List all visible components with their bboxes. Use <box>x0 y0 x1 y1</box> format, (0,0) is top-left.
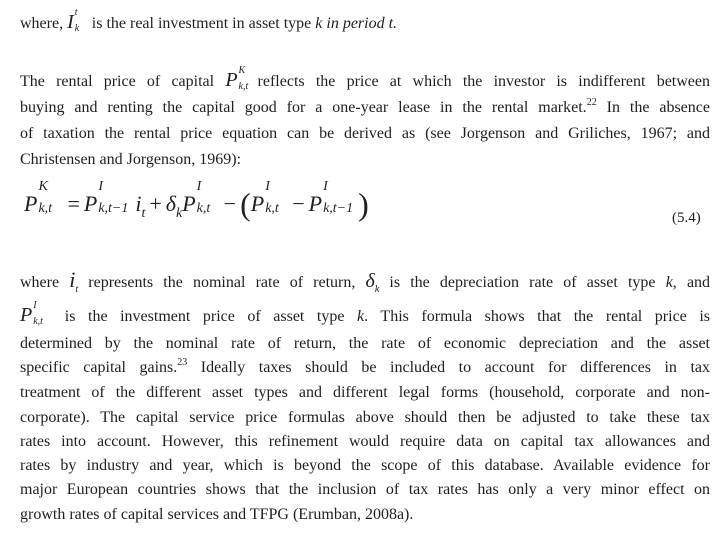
eq-term3-sup: I <box>265 179 270 194</box>
rental-price-sub: k,t <box>238 81 249 92</box>
eq-minus: − <box>223 191 237 216</box>
para3-line10: growth rates of capital services and TFPG (Erumban, 2008a). <box>20 506 414 523</box>
eq-lhs: P <box>24 191 38 216</box>
eq-term2: P <box>182 191 196 216</box>
eq-term1: P <box>83 191 98 216</box>
eq-term4-sup: I <box>323 179 328 194</box>
para1-start: where, <box>20 15 64 32</box>
eq-term3-sub: k,t <box>265 201 279 216</box>
eq-equals: = <box>67 191 80 216</box>
para2-line1-b: reflects the price at which the investor is indifferent between <box>257 73 710 90</box>
eq-lhs-sub: k,t <box>38 201 53 216</box>
para1-end: in period t. <box>322 15 398 32</box>
investment-price-sub: k,t <box>33 316 43 327</box>
para2-line1 <box>20 65 710 92</box>
para3-line4 <box>20 358 710 378</box>
para3-line4-b: Ideally taxes should be included to account for differences in tax <box>187 359 710 376</box>
eq-term1-i: i <box>135 191 142 216</box>
investment-sup: t <box>74 7 78 18</box>
para3-line1-d: , and <box>672 274 711 291</box>
para2-line3: of taxation the rental price equation can be derived as (see Jorgenson and Griliches, 1967; and <box>20 125 710 142</box>
equation-5-4 <box>24 179 369 223</box>
depreciation-symbol: δ <box>365 270 375 292</box>
footnote-22: 22 <box>586 97 597 108</box>
eq-term1-sub: k,t−1 <box>98 201 129 216</box>
rental-price-sup: K <box>238 65 246 76</box>
para3-line2-k: k <box>357 308 365 325</box>
para1-line <box>20 7 398 34</box>
eq-close-paren: ) <box>358 186 369 222</box>
eq-lhs-sup: K <box>38 179 48 194</box>
para3-line1-b: represents the nominal rate of return, <box>78 274 356 291</box>
para3-line1-a: where <box>20 274 60 291</box>
para3-line6: corporate). The capital service price formulas above should then be adjusted to take these tax <box>20 409 710 426</box>
eq-term1-i-sub: t <box>141 206 146 221</box>
para1-k: k <box>315 15 323 32</box>
para2-line1-a: The rental price of capital <box>20 73 215 90</box>
rental-price-symbol: P <box>225 69 238 91</box>
para3-line1-c: is the depreciation rate of asset type <box>379 274 656 291</box>
para3-line1-k: k <box>665 274 673 291</box>
eq-delta-sub: k <box>176 206 183 221</box>
eq-delta: δ <box>165 191 176 216</box>
investment-sub: k <box>74 23 80 34</box>
para1-mid: is the real investment in asset type <box>87 15 316 32</box>
para3-line2-b: . This formula shows that the rental price is <box>364 308 711 325</box>
para2-line2 <box>20 98 710 118</box>
para3-line7: rates into account. However, this refinement would require data on capital tax allowances and <box>20 433 710 450</box>
equation-number: (5.4) <box>672 210 701 226</box>
para2-line2-b: In the absence <box>596 99 710 116</box>
rate-of-return-symbol: i <box>69 267 76 292</box>
investment-price-symbol: P <box>20 304 33 326</box>
para2-line2-text: buying and renting the capital good for a one-year lease in the rental market. <box>20 99 587 116</box>
footnote-23: 23 <box>177 357 188 368</box>
para3-line3: determined by the nominal rate of return, the rate of economic depreciation and the asset <box>20 335 710 352</box>
investment-price-sup: I <box>33 300 37 311</box>
para3-line2 <box>20 300 711 327</box>
para3-line9: major European countries shows that the inclusion of tax rates has only a very minor effect on <box>20 481 710 498</box>
eq-term2-sup: I <box>196 179 202 194</box>
eq-term2-sub: k,t <box>196 201 211 216</box>
depreciation-sub: k <box>374 284 380 295</box>
eq-plus: + <box>149 191 162 216</box>
para3-line4-a: specific capital gains. <box>20 359 178 376</box>
para3-line8: rates by industry and year, which is beyond the scope of this database. Available evidence for <box>20 457 710 474</box>
eq-open-paren: ( <box>240 186 251 222</box>
eq-minus2: − <box>292 191 305 216</box>
para3-line5: treatment of the different asset types and different legal forms (household, corporate and non- <box>20 384 710 401</box>
para3-line2-a: is the investment price of asset type <box>52 308 345 325</box>
investment-symbol: I <box>67 11 74 33</box>
para2-line4: Christensen and Jorgenson, 1969): <box>20 151 242 168</box>
rate-of-return-sub: t <box>75 284 79 295</box>
eq-term3: P <box>250 191 265 216</box>
para3-line1 <box>20 267 711 295</box>
eq-term1-sup: I <box>98 179 103 194</box>
eq-term4: P <box>308 191 323 216</box>
eq-term4-sub: k,t−1 <box>323 201 354 216</box>
